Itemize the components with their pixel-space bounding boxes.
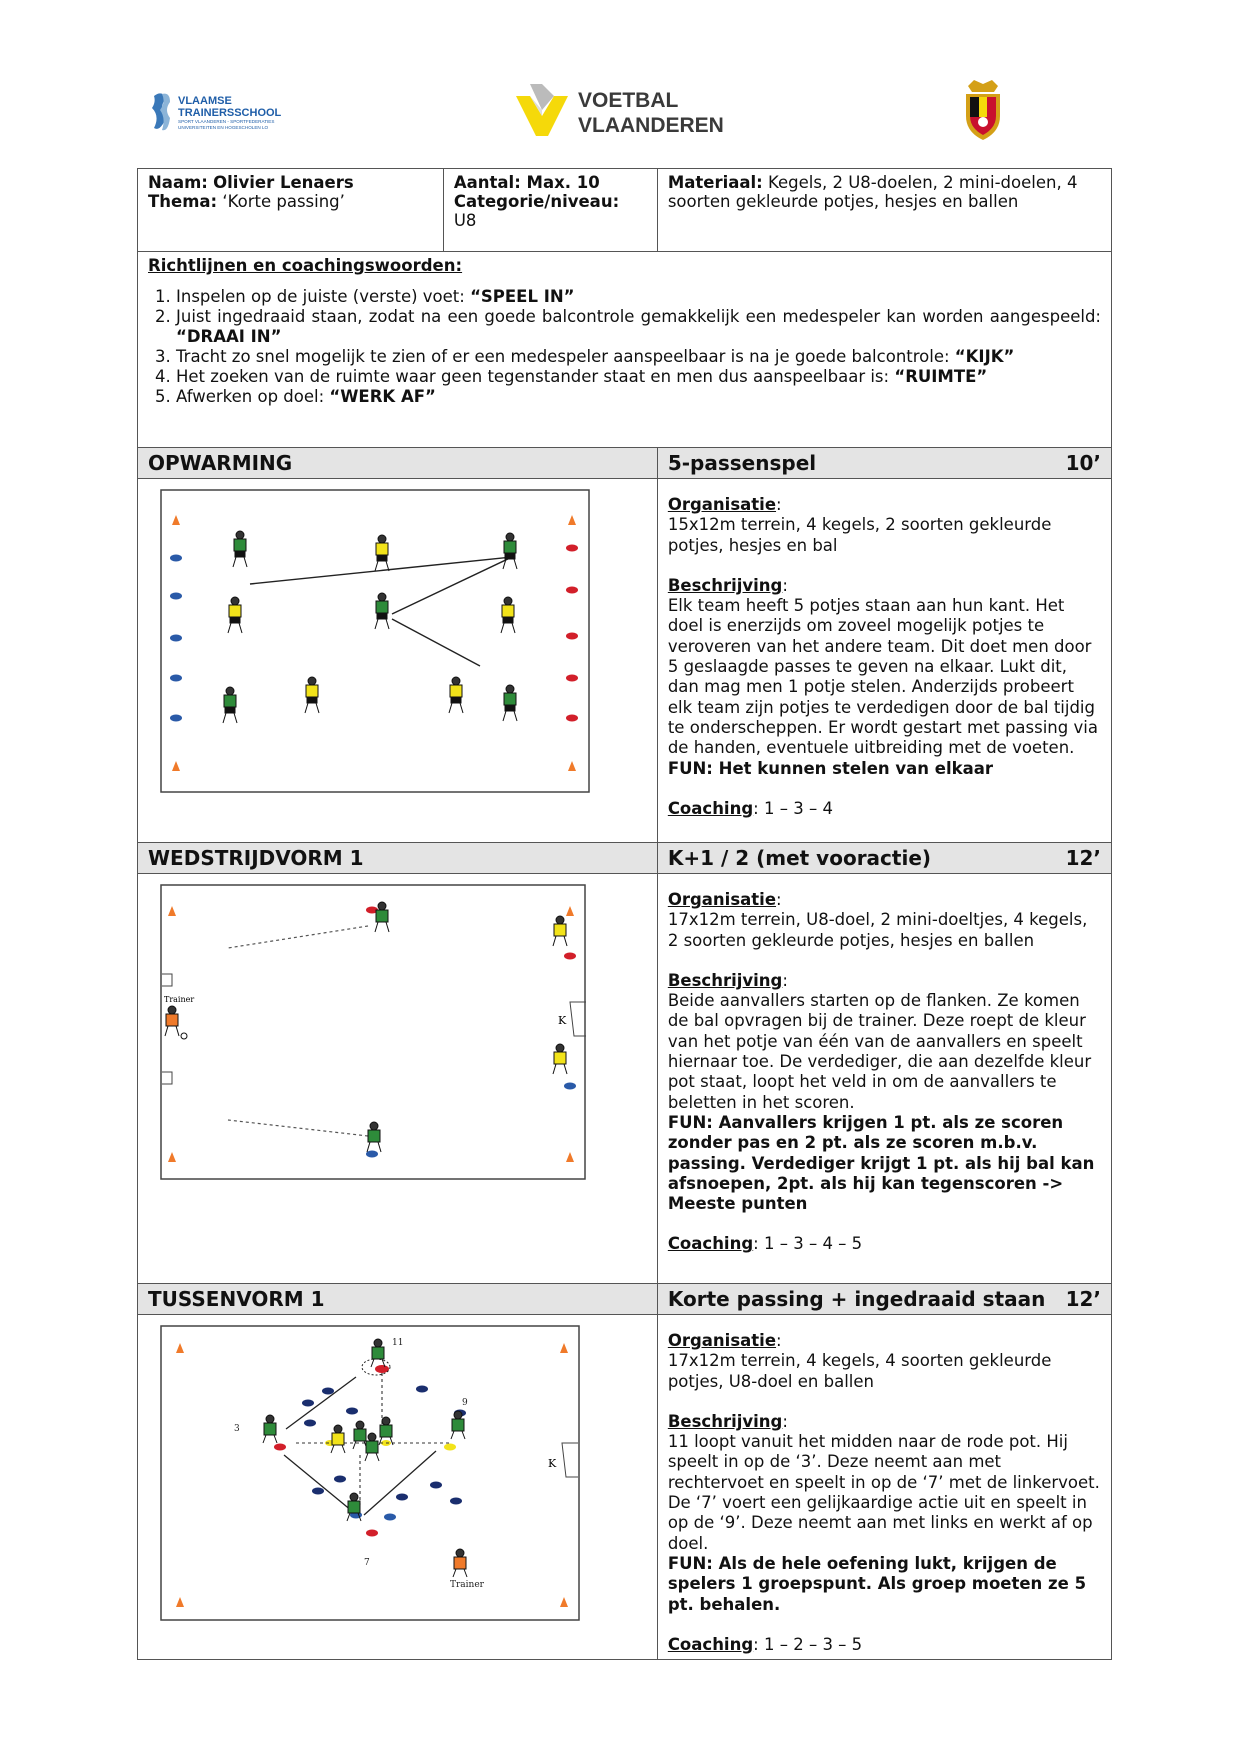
diagram-cell — [138, 874, 658, 1284]
beschrijving-label: Beschrijving — [667, 575, 783, 595]
materiaal-value: Kegels, 2 U8-doelen, 2 mini-doelen, 4 soorten gekleurde potjes, hesjes en ballen — [667, 173, 1078, 211]
section-name: Korte passing + ingedraaid staan — [667, 1287, 1046, 1311]
fun-text: FUN: Aanvallers krijgen 1 pt. als ze scoren zonder pas en 2 pt. als ze scoren m.b.v. passing. Verdediger krijgt 1 pt. als hij bal kan afsnoepen, 2pt. als hij kan tegenscoren -> Meeste punten — [667, 1112, 1095, 1214]
coaching-value: 1 – 2 – 3 – 5 — [763, 1634, 863, 1654]
coaching-value: 1 – 3 – 4 — [763, 798, 833, 818]
section-name: 5-passenspel — [667, 451, 817, 475]
keeper-label: K — [548, 1457, 557, 1470]
trainer-label: Trainer — [450, 1580, 484, 1590]
player-3-label: 3 — [234, 1424, 240, 1434]
beschrijving-text: Beide aanvallers starten op de flanken. Ze komen de bal opvragen bij de trainer. Deze roept de kleur van het potje van één van de aanvallers en speelt hiernaar toe. De verdediger, die aan dezelfde kleur pot staat, loopt het veld in om de aanvallers te beletten in het scoren. — [667, 991, 1092, 1112]
section-body-row — [138, 874, 1112, 1284]
player-11-label: 11 — [392, 1338, 404, 1348]
logo-bar — [0, 70, 1240, 150]
section-description: Organisatie: 17x12m terrein, U8-doel, 2 mini-doeltjes, 4 kegels, 2 soorten gekleurde potjes, hesjes en ballen Beschrijving: Beide aanvallers starten op de flanken. Ze komen de bal opvragen bij de trainer. Deze roept de kleur van het potje van één van de aanvallers en speelt hiernaar toe. De verdediger, die aan dezelfde kleur pot staat, loopt het veld in om de aanvallers te beletten in het scoren. FUN: Aanvallers krijgen 1 pt. als ze scoren zonder pas en 2 pt. als ze scoren m.b.v. passing. Verdediger krijgt 1 pt. als hij bal kan afsnoepen, 2pt. als hij kan tegenscoren -> Meeste punten Coaching: 1 – 3 – 4 – 5 — [657, 874, 1111, 1284]
section-header-row — [138, 448, 1112, 479]
coaching-label: Coaching — [667, 798, 754, 818]
svg-text:VLAANDEREN: VLAANDEREN — [578, 114, 724, 137]
section-name-cell — [657, 1284, 1111, 1315]
guideline-item: 2. Juist ingedraaid staan, zodat na een goede balcontrole gemakkelijk een medespeler kan worden aangespeeld: “DRAAI IN” — [176, 307, 1101, 347]
field-diagram-k-plus-1 — [160, 884, 592, 1184]
section-name-cell — [657, 448, 1111, 479]
organisatie-text: 15x12m terrein, 4 kegels, 2 soorten gekleurde potjes, hesjes en bal — [667, 515, 1052, 555]
materiaal-cell — [657, 169, 1111, 252]
coaching-label: Coaching — [667, 1634, 754, 1654]
beschrijving-label: Beschrijving — [667, 1411, 783, 1431]
fun-text: FUN: Als de hele oefening lukt, krijgen de spelers 1 groepspunt. Als groep moeten ze 5 pt. behalen. — [667, 1553, 1087, 1614]
section-minutes: 10’ — [1065, 451, 1101, 475]
naam-value: Olivier Lenaers — [213, 173, 354, 192]
section-name: K+1 / 2 (met vooractie) — [667, 846, 932, 870]
section-minutes: 12’ — [1065, 846, 1101, 870]
guidelines-title: Richtlijnen en coachingswoorden: — [148, 256, 463, 275]
player-7-label: 7 — [364, 1558, 370, 1568]
section-header-row — [138, 843, 1112, 874]
categorie-value: U8 — [453, 211, 477, 230]
keeper-label: K — [558, 1014, 567, 1027]
organisatie-label: Organisatie — [667, 1331, 777, 1350]
section-title: TUSSENVORM 1 — [138, 1284, 658, 1315]
section-body-row — [138, 479, 1112, 843]
field-diagram-5-passenspel — [160, 489, 592, 795]
naam-thema-cell — [138, 169, 444, 252]
training-sheet — [137, 168, 1112, 1660]
naam-label: Naam: — [148, 173, 208, 192]
svg-text:VLAAMSE: VLAAMSE — [178, 95, 232, 107]
aantal-categorie-cell — [443, 169, 657, 252]
organisatie-text: 17x12m terrein, 4 kegels, 4 soorten gekleurde potjes, U8-doel en ballen — [667, 1351, 1052, 1391]
field-diagram-korte-passing — [160, 1325, 592, 1625]
materiaal-label: Materiaal: — [667, 173, 763, 192]
organisatie-text: 17x12m terrein, U8-doel, 2 mini-doeltjes, 4 kegels, 2 soorten gekleurde potjes, hesjes en ballen — [667, 910, 1088, 950]
vlaamse-trainersschool-logo — [148, 88, 318, 138]
guidelines-list — [148, 287, 1101, 407]
guideline-item: 4. Het zoeken van de ruimte waar geen tegenstander staat en men dus aanspeelbaar is: “RUIMTE” — [176, 367, 1101, 387]
guideline-item: 3. Tracht zo snel mogelijk te zien of er een medespeler aanspeelbaar is na je goede balcontrole: “KIJK” — [176, 347, 1101, 367]
diagram-cell — [138, 479, 658, 843]
diagram-cell — [138, 1315, 658, 1660]
organisatie-label: Organisatie — [667, 495, 777, 514]
svg-text:VOETBAL: VOETBAL — [578, 89, 679, 112]
belgian-fa-crest-logo — [960, 76, 1006, 142]
thema-label: Thema: — [148, 192, 218, 211]
section-description: Organisatie: 15x12m terrein, 4 kegels, 2 soorten gekleurde potjes, hesjes en bal Beschrijving: Elk team heeft 5 potjes staan aan hun kant. Het doel is enerzijds om zoveel mogelijk potjes te veroveren van het andere team. Dit doet men door 5 geslaagde passes te geven na elkaar. Lukt dit, dan mag men 1 potje stelen. Anderzijds probeert elk team zijn potjes te verdedigen door de bal tijdig te onderscheppen. Er wordt gestart met passing via de handen, eventuele uitbreiding met de voeten. FUN: Het kunnen stelen van elkaar Coaching: 1 – 3 – 4 — [657, 479, 1111, 843]
svg-text:SPORT VLAANDEREN - SPORTFEDERA: SPORT VLAANDEREN - SPORTFEDERATIES — [178, 119, 275, 124]
categorie-label: Categorie/niveau: — [453, 192, 620, 211]
svg-text:TRAINERSSCHOOL: TRAINERSSCHOOL — [178, 107, 282, 119]
guideline-item: 1. Inspelen op de juiste (verste) voet: “SPEEL IN” — [176, 287, 1101, 307]
section-title: WEDSTRIJDVORM 1 — [138, 843, 658, 874]
guideline-item: 5. Afwerken op doel: “WERK AF” — [176, 387, 1101, 407]
section-name-cell — [657, 843, 1111, 874]
fun-text: FUN: Het kunnen stelen van elkaar — [667, 758, 994, 778]
thema-value: ‘Korte passing’ — [222, 192, 345, 211]
coaching-label: Coaching — [667, 1234, 754, 1254]
section-title: OPWARMING — [138, 448, 658, 479]
beschrijving-text: Elk team heeft 5 potjes staan aan hun kant. Het doel is enerzijds om zoveel mogelijk potjes te veroveren van het andere team. Dit doet men door 5 geslaagde passes te geven na elkaar. Lukt dit, dan mag men 1 potje stelen. Anderzijds probeert elk team zijn potjes te verdedigen door de bal tijdig te onderscheppen. Er wordt gestart met passing via de handen, eventuele uitbreiding met de voeten. — [667, 596, 1098, 758]
coaching-value: 1 – 3 – 4 – 5 — [763, 1234, 863, 1254]
player-9-label: 9 — [462, 1398, 468, 1408]
organisatie-label: Organisatie — [667, 890, 777, 909]
section-minutes: 12’ — [1065, 1287, 1101, 1311]
section-body-row — [138, 1315, 1112, 1660]
aantal-label: Aantal: Max. 10 — [453, 173, 600, 192]
section-header-row — [138, 1284, 1112, 1315]
beschrijving-text: 11 loopt vanuit het midden naar de rode pot. Hij speelt in op de ‘3’. Deze neemt aan met rechtervoet en speelt in op de ‘7’ met de linkervoet. De ‘7’ voert een gelijkaardige actie uit en speelt in op de ‘9’. Deze neemt aan met links en werkt af op doel. — [667, 1432, 1100, 1553]
svg-text:UNIVERSITEITEN EN HOGESCHOLEN: UNIVERSITEITEN EN HOGESCHOLEN LO — [178, 125, 269, 130]
guidelines-cell — [138, 252, 1112, 448]
guidelines-row — [138, 252, 1112, 448]
header-row — [138, 169, 1112, 252]
voetbal-vlaanderen-logo — [512, 80, 742, 140]
trainer-label: Trainer — [164, 995, 195, 1004]
section-description: Organisatie: 17x12m terrein, 4 kegels, 4 soorten gekleurde potjes, U8-doel en ballen Beschrijving: 11 loopt vanuit het midden naar de rode pot. Hij speelt in op de ‘3’. Deze neemt aan met rechtervoet en speelt in op de ‘7’ met de linkervoet. De ‘7’ voert een gelijkaardige actie uit en speelt in op de ‘9’. Deze neemt aan met links en werkt af op doel. FUN: Als de hele oefening lukt, krijgen de spelers 1 groepspunt. Als groep moeten ze 5 pt. behalen. Coaching: 1 – 2 – 3 – 5 — [657, 1315, 1111, 1660]
beschrijving-label: Beschrijving — [667, 970, 783, 990]
